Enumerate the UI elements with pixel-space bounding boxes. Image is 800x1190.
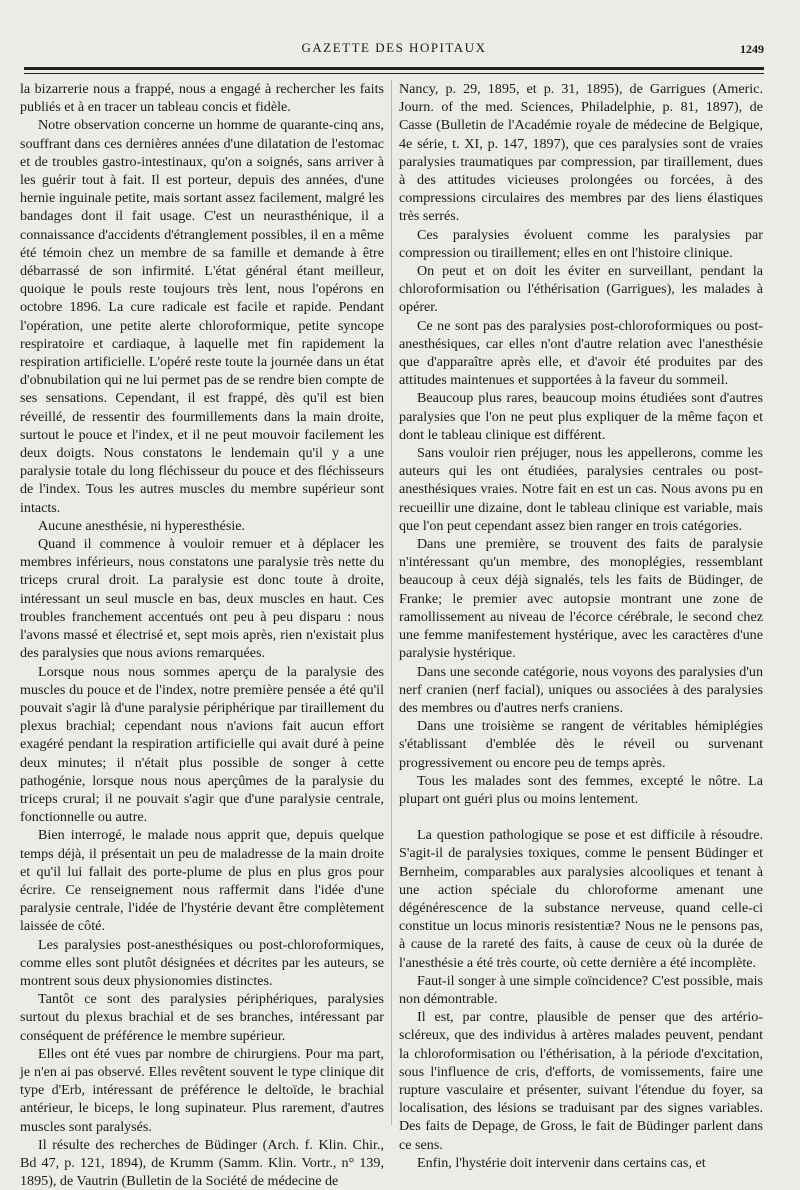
page-header	[24, 36, 764, 62]
paragraph: Notre observation concerne un homme de quarante-cinq ans, souffrant dans ces dernières années d'une dilatation de l'estomac et de troubles gastro-intestinaux, qu'on a soignés, sans arriver à les guérir tout à fait. Il est porteur, depuis des années, d'une hernie inguinale petite, mais sortant assez facilement, malgré les bandages dont il fait usage. C'est un neurasthénique, il a connaissance d'accidents d'étranglement possibles, il en a même été témoin chez un membre de sa famille et demande à être débarrassé de son infirmité. L'état général étant meilleur, quoique le pouls reste toujours très lent, nous l'opérons en octobre 1896. La cure radicale est facile et rapide. Pendant l'opération, une petite alerte chloroformique, petite syncope respiratoire et cardiaque, à laquelle met fin rapidement la respiration artificielle. L'opéré reste toute la journée dans un état d'obnubilation qui ne lui permet pas de se rendre bien compte de ses sensations. Cependant, il est frappé, dès qu'il est bien réveillé, de ressentir des fourmillements dans la main droite, surtout le pouce et l'index, et il ne peut mouvoir facilement les deux doigts. Nous constatons le lendemain qu'il y a une paralysie totale du long fléchisseur du pouce et des fléchisseurs de l'index. Tous les autres muscles du membre supérieur sont intacts.	[20, 117, 384, 516]
paragraph: Sans vouloir rien préjuger, nous les appellerons, comme les auteurs qui les ont étudiées, paralysies centrales ou post-anesthésiques vraies. Notre fait en est un cas. Nous avons pu en recueillir une dizaine, dont le tableau clinique est variable, mais que l'on peut cependant assez bien ranger en trois catégories.	[399, 445, 763, 534]
paragraph: Il est, par contre, plausible de penser que des artério-scléreux, que des individus à artères malades peuvent, pendant la chloroformisation ou l'éthérisation, à la période d'excitation, sous l'influence de cris, d'efforts, de vomissements, faire une rupture vasculaire et présenter, suivant l'étendue du foyer, sa localisation, des lésions se traduisant par des signes variables. Des faits de Depage, de Gross, le fait de Büdinger parlent dans ce sens.	[399, 1009, 763, 1153]
paragraph: Dans une troisième se rangent de véritables hémiplégies s'établissant d'emblée dès le réveil ou survenant progressivement ou encore peu de temps après.	[399, 718, 763, 771]
header-rule-thick	[24, 67, 764, 70]
paragraph: La question pathologique se pose et est difficile à résoudre. S'agit-il de paralysies toxiques, comme le pensent Büdinger et Bernheim, comparables aux paralysies alcooliques et tenant à une action spéciale du chloroforme amenant une dégénérescence de la substance nerveuse, quand celle-ci constitue un locus minoris resistentiæ? Nous ne le pensons pas, à cause de la rareté des faits, à cause de ceux où la durée de l'anesthésie a été très courte, où cette dernière a été incomplète.	[399, 827, 763, 971]
paragraph: Beaucoup plus rares, beaucoup moins étudiées sont d'autres paralysies que l'on ne peut plus expliquer de la même façon et dont le tableau clinique est différent.	[399, 390, 763, 443]
column-separator	[391, 80, 392, 1125]
paragraph: On peut et on doit les éviter en surveillant, pendant la chloroformisation ou l'éthérisation (Garrigues), les malades à opérer.	[399, 263, 763, 316]
header-rule-thin	[24, 73, 764, 74]
running-title: GAZETTE DES HOPITAUX	[301, 40, 487, 55]
paragraph: Enfin, l'hystérie doit intervenir dans certains cas, et	[417, 1154, 706, 1171]
paragraph: Les paralysies post-anesthésiques ou post-chloroformiques, comme elles sont plutôt désignées et décrites par les auteurs, se montrent sous deux physionomies distinctes.	[20, 936, 384, 989]
paragraph: Aucune anesthésie, ni hyperesthésie.	[38, 517, 246, 534]
paragraph: Ce ne sont pas des paralysies post-chloroformiques ou post-anesthésiques, car elles n'ont d'autre relation avec l'anesthésie que d'apparaître après elle, et d'avoir été produites par des attitudes maintenues et supportées à la faveur du sommeil.	[399, 317, 763, 389]
paragraph: Faut-il songer à une simple coïncidence? C'est possible, mais non démontrable.	[399, 972, 763, 1007]
paragraph: Quand il commence à vouloir remuer et à déplacer les membres inférieurs, nous constatons une paralysie très nette du triceps crural droit. La paralysie est donc toute à droite, intéressant un seul muscle en bas, deux muscles en haut. Ces troubles franchement accentués ont peu à peu disparu : nous l'avons massé et électrisé et, sept mois après, rien n'existait plus des paralysies que nous avions remarquées.	[20, 536, 384, 662]
paragraph: Tantôt ce sont des paralysies périphériques, paralysies surtout du plexus brachial et de ses branches, intéressant par conséquent de préférence le membre supérieur.	[20, 991, 384, 1044]
right-column	[399, 80, 763, 1172]
paragraph: Elles ont été vues par nombre de chirurgiens. Pour ma part, je n'en ai pas observé. Elles revêtent souvent le type clinique dit type d'Erb, intéressant de préférence le deltoïde, le brachial antérieur, le biceps, le long supinateur. Plus rarement, d'autres muscles sont paralysés.	[20, 1045, 384, 1135]
left-column	[20, 80, 384, 1190]
paragraph: Tous les malades sont des femmes, excepté le nôtre. La plupart ont guéri plus ou moins lentement.	[399, 772, 763, 807]
paragraph: la bizarrerie nous a frappé, nous a engagé à rechercher les faits publiés et à en tracer un tableau concis et fidèle.	[20, 81, 384, 116]
paragraph: Nancy, p. 29, 1895, et p. 31, 1895), de Garrigues (Americ. Journ. of the med. Sciences, Philadelphie, p. 81, 1897), de Casse (Bulletin de l'Académie royale de médecine de Belgique, 4e série, t. XI, p. 147, 1897), que ces paralysies sont de vraies paralysies traumatiques par compression, par tiraillement, dues à des attitudes vicieuses prolongées ou forcées, à des compressions circulaires des membres par des liens élastiques très serrés.	[399, 81, 763, 225]
paragraph: Bien interrogé, le malade nous apprit que, depuis quelque temps déjà, il présentait un peu de maladresse de la main droite et qu'il lui fallait des porte-plume de plus en plus gros pour écrire. Ce renseignement nous raffermit dans l'idée d'une paralysie centrale, l'idée de l'hystérie devant être complètement laissée de côté.	[20, 827, 384, 935]
paragraph: Dans une première, se trouvent des faits de paralysie n'intéressant qu'un membre, des monoplégies, ressemblant beaucoup à ceux déjà signalés, tels les faits de Büdinger, de Franke; le premier avec autopsie montrant une zone de ramollissement au niveau de l'écorce cérébrale, le second chez une femme manifestement hystérique, avec les caractères d'une paralysie hystérique.	[399, 536, 763, 662]
paragraph: Lorsque nous nous sommes aperçu de la paralysie des muscles du pouce et de l'index, notre première pensée a été qu'il pouvait s'agir là d'une paralysie périphérique par tiraillement du plexus brachial; cependant nous n'avions fait aucun effort exagéré pendant la respiration artificielle qui avait duré à peine deux minutes; il n'était plus possible de songer à cette pathogénie, lorsque nous nous aperçûmes de la paralysie du triceps crural; il ne pouvait s'agir que d'une paralysie centrale, fonctionnelle ou autre.	[20, 663, 384, 826]
paragraph: Ces paralysies évoluent comme les paralysies par compression ou tiraillement; elles en ont l'histoire clinique.	[399, 226, 763, 261]
paragraph: Il résulte des recherches de Büdinger (Arch. f. Klin. Chir., Bd 47, p. 121, 1894), de Krumm (Samm. Klin. Vortr., n° 139, 1895), de Vautrin (Bulletin de la Société de médecine de	[20, 1136, 384, 1190]
paragraph: Dans une seconde catégorie, nous voyons des paralysies d'un nerf cranien (nerf facial), uniques ou associées à des paralysies des membres ou d'autres nerfs craniens.	[399, 663, 763, 716]
page-number: 1249	[740, 42, 764, 56]
